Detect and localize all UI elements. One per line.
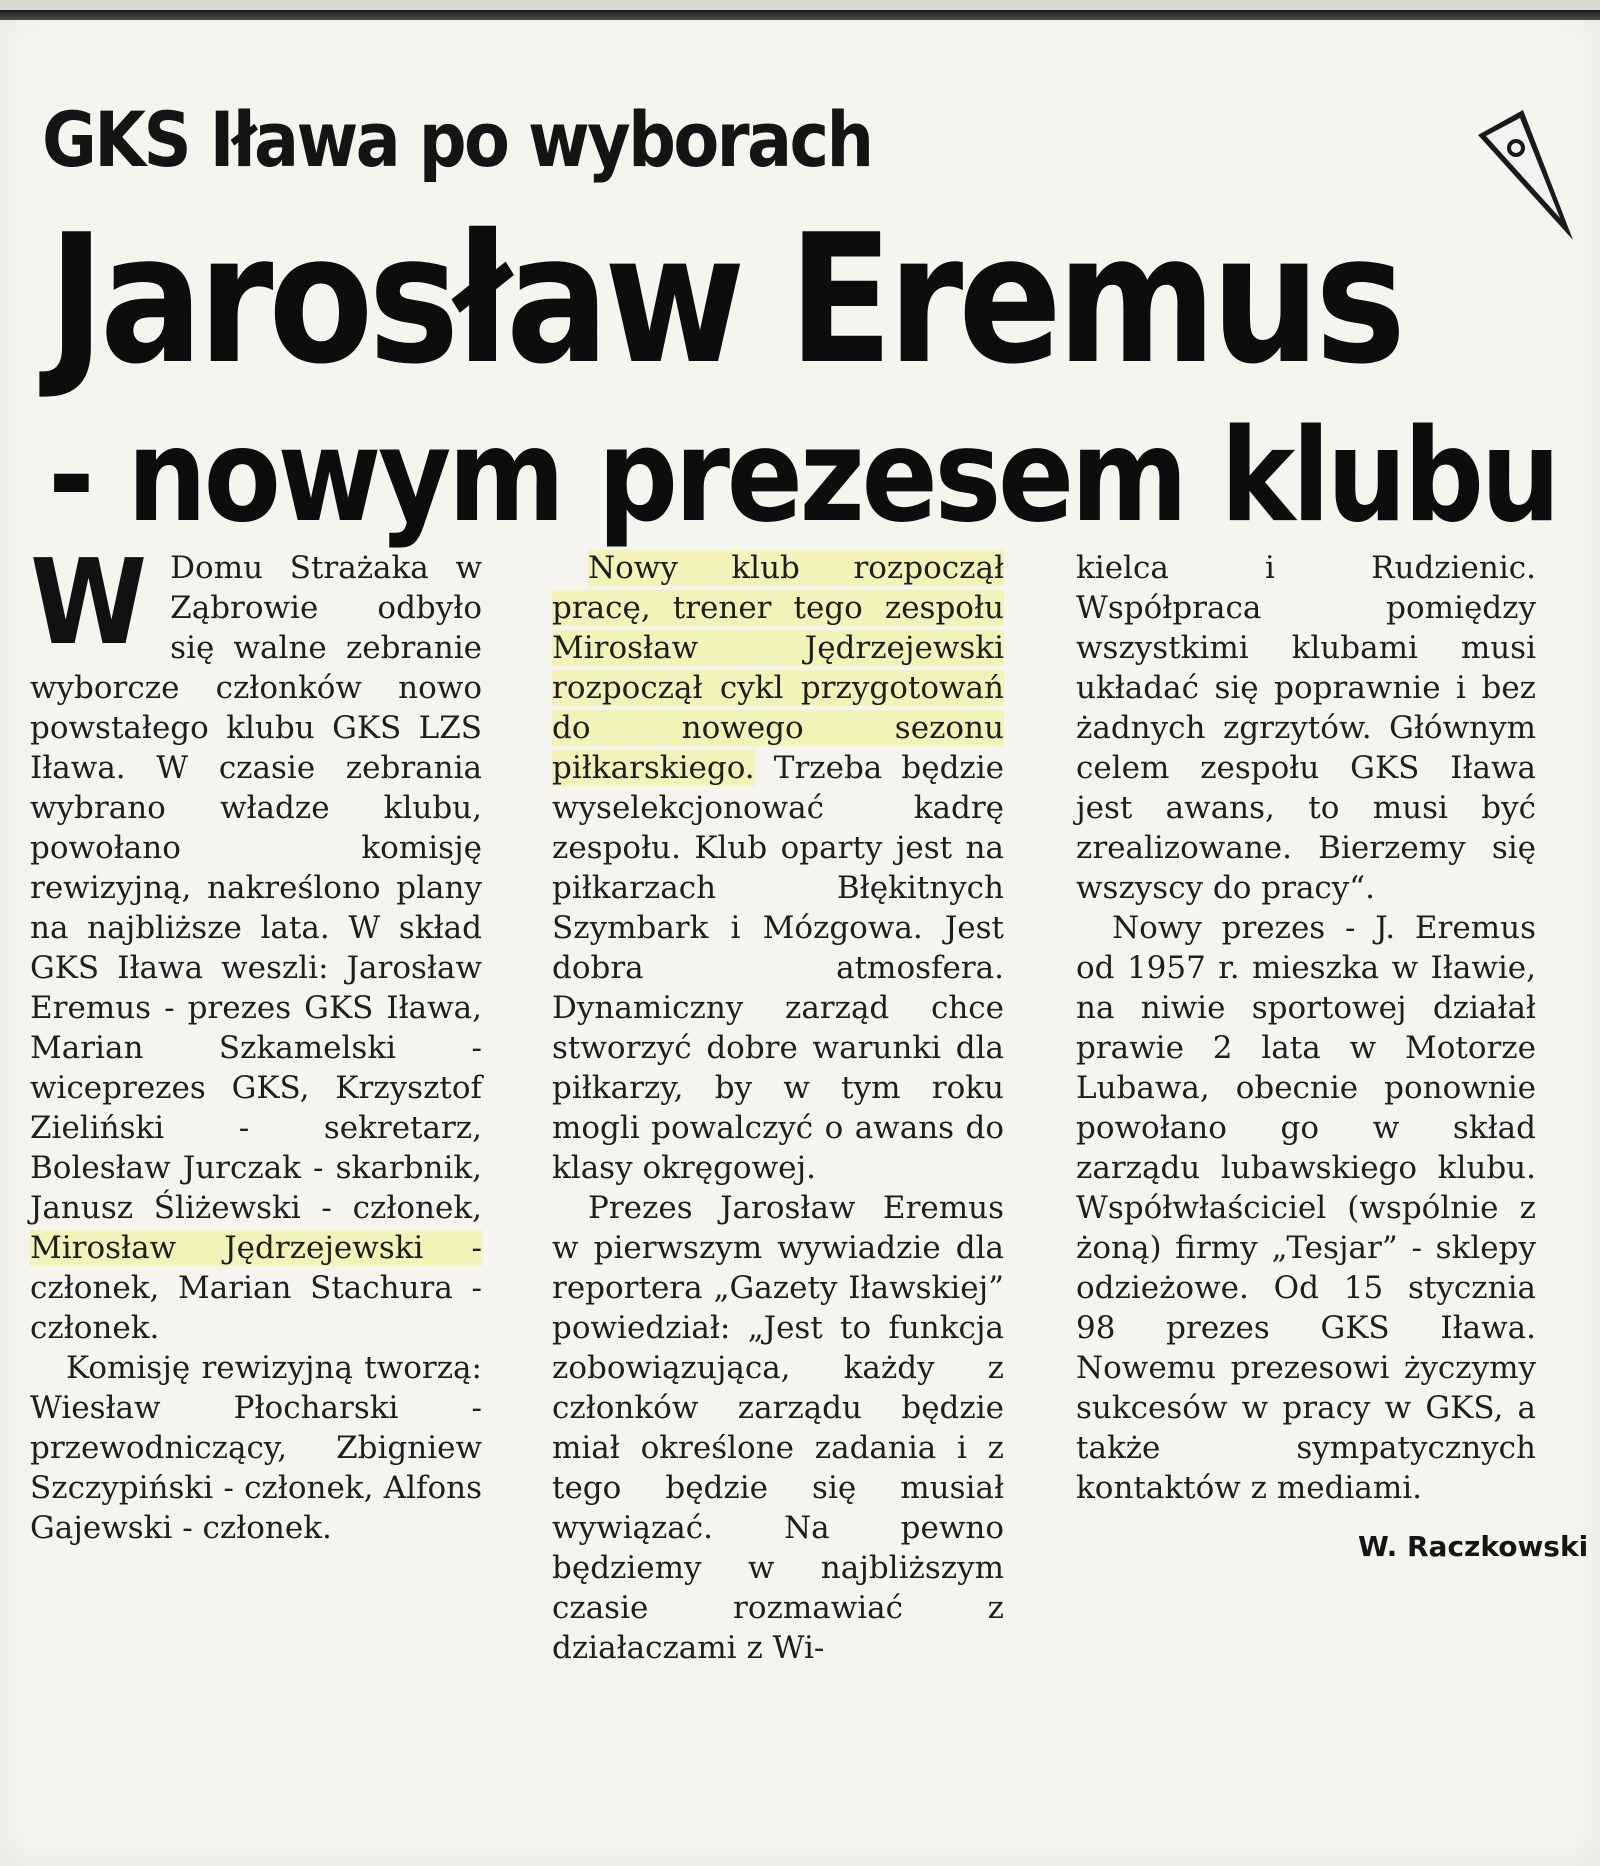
- article: [28, 50, 1589, 1666]
- article-column-2: [552, 548, 1004, 1668]
- byline: W. Raczkowski: [1358, 1530, 1589, 1563]
- highlighted-text: Mirosław Jędrzejewski -: [30, 1230, 482, 1266]
- paragraph-text: Domu Strażaka w Ząbrowie odbyło się walne zebranie wyborcze członków nowo powstałego klubu GKS LZS Iława. W czasie zebrania wybrano władze klubu, powołano komisję rewizyjną, nakreślono plany na najbliższe lata. W skład GKS Iława weszli: Jarosław Eremus - prezes GKS Iława, Marian Szkamelski - wiceprezes GKS, Krzysztof Zieliński - sekretarz, Bolesław Jurczak - skarbnik, Janusz Śliżewski - członek,: [30, 550, 482, 1226]
- paragraph: Prezes Jarosław Eremus w pierwszym wywiadzie dla reportera „Gazety Iławskiej” powiedział: „Jest to funkcja zobowiązująca, każdy z członków zarządu będzie miał określone zadania i z tego będzie się musiał wywiązać. Na pewno będziemy w najbliższym czasie rozmawiać z działaczami z Wi-: [552, 1190, 1004, 1666]
- paragraph: Komisję rewizyjną tworzą: Wiesław Płocharski - przewodniczący, Zbigniew Szczypiński - członek, Alfons Gajewski - członek.: [30, 1350, 482, 1546]
- article-column-3: [1076, 548, 1536, 1508]
- paragraph: [552, 548, 1004, 1188]
- paragraph: [30, 533, 482, 1348]
- headline-line-2: - nowym prezesem klubu: [48, 402, 1558, 551]
- newspaper-clipping: [0, 10, 1600, 1866]
- paragraph: Nowy prezes - J. Eremus od 1957 r. mieszka w Iławie, na niwie sportowej działał prawie 2 lata w Motorze Lubawa, obecnie ponownie powołano go w skład zarządu lubawskiego klubu. Współwłaściciel (wspólnie z żoną) firmy „Tesjar” - sklepy odzieżowe. Od 15 stycznia 98 prezes GKS Iława. Nowemu prezesowi życzymy sukcesów w pracy w GKS, a także sympatycznych kontaktów z mediami.: [1076, 910, 1536, 1506]
- paragraph-text: członek, Marian Stachura - członek.: [30, 1270, 482, 1346]
- paragraph-text: Trzeba będzie wyselekcjonować kadrę zespołu. Klub oparty jest na piłkarzach Błękitnych Szymbark i Mózgowa. Jest dobra atmosfera. Dynamiczny zarząd chce stworzyć dobre warunki dla piłkarzy, by w tym roku mogli powalczyć o awans do klasy okręgowej.: [552, 750, 1005, 1186]
- drop-cap: W: [30, 533, 148, 671]
- paragraph: kielca i Rudzienic. Współpraca pomiędzy wszystkimi klubami musi układać się poprawnie i bez żadnych zgrzytów. Głównym celem zespołu GKS Iława jest awans, to musi być zrealizowane. Bierzemy się wszyscy do pracy“.: [1076, 550, 1536, 906]
- headline-line-1: Jarosław Eremus: [48, 196, 1401, 403]
- scan-edge: [0, 10, 1600, 20]
- article-column-1: [30, 533, 482, 1548]
- highlighted-text: Nowy klub rozpoczął pracę, trener tego zespołu Mirosław Jędrzejewski rozpoczął cykl przygotowań do nowego sezonu piłkarskiego.: [552, 550, 1004, 786]
- pennant-logo-icon: [1438, 100, 1578, 250]
- article-kicker: GKS Iława po wyborach: [42, 95, 872, 184]
